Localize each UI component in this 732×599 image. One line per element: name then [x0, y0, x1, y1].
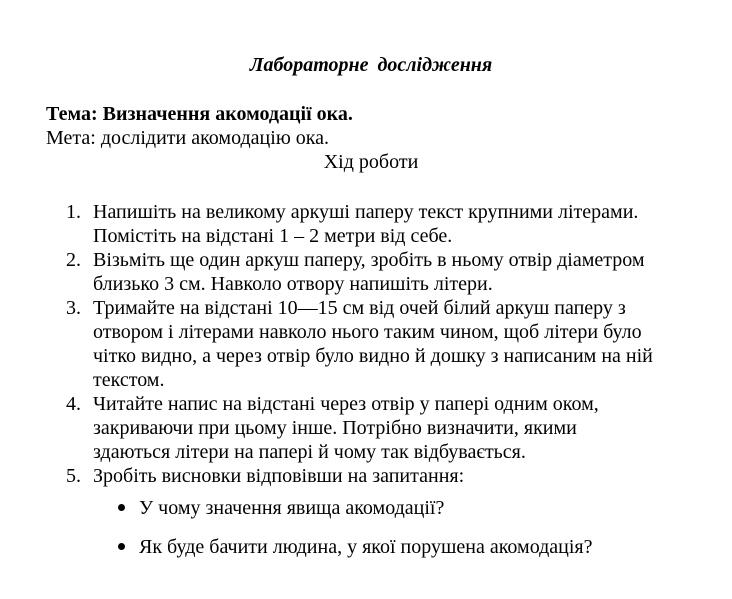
step-text-line: Тримайте на відстані 10—15 см від очей білий аркуш паперу з: [93, 297, 626, 319]
step-item: [66, 200, 726, 248]
question-text: У чому значення явища акомодації?: [139, 497, 445, 519]
questions-list: [112, 496, 593, 559]
step-text-line: Читайте напис на відстані через отвір у папері одним оком,: [93, 393, 599, 415]
question-item: [112, 496, 593, 520]
goal-line: Мета: дослідити акомодацію ока.: [46, 127, 330, 149]
step-number: 5.: [66, 465, 81, 487]
bullet-dot-icon: [118, 543, 125, 550]
steps-list: [66, 200, 726, 488]
step-text-line: чітко видно, а через отвір було видно й дошку з написаним на ній: [93, 345, 653, 367]
step-item: [66, 392, 726, 464]
step-text-line: отвором і літерами навколо нього таким чином, щоб літери було: [93, 321, 642, 343]
step-item: [66, 248, 726, 296]
step-number: 2.: [66, 249, 81, 271]
topic-line: Тема: Визначення акомодації ока.: [46, 103, 353, 125]
step-text-line: Напишіть на великому аркуші паперу текст крупними літерами.: [93, 201, 639, 223]
question-item: [112, 535, 593, 559]
step-text-line: текстом.: [93, 369, 165, 391]
step-text-line: близько 3 см. Навколо отвору напишіть літери.: [93, 273, 493, 295]
step-text-line: Візьміть ще один аркуш паперу, зробіть в ньому отвір діаметром: [93, 249, 645, 271]
step-text-line: здаються літери на папері й чому так відбувається.: [93, 441, 526, 463]
document-title: Лабораторне дослідження: [249, 54, 493, 76]
step-text-line: Зробіть висновки відповівши на запитання:: [93, 465, 465, 487]
step-text-line: закриваючи при цьому інше. Потрібно визначити, якими: [93, 417, 577, 439]
progress-heading: Хід роботи: [323, 151, 419, 173]
step-text-line: Помістіть на відстані 1 – 2 метри від себе.: [93, 225, 453, 247]
step-number: 1.: [66, 201, 81, 223]
bullet-dot-icon: [118, 504, 125, 511]
step-number: 4.: [66, 393, 81, 415]
step-item: [66, 464, 726, 488]
step-item: [66, 296, 726, 392]
question-text: Як буде бачити людина, у якої порушена акомодація?: [139, 536, 593, 558]
step-number: 3.: [66, 297, 81, 319]
